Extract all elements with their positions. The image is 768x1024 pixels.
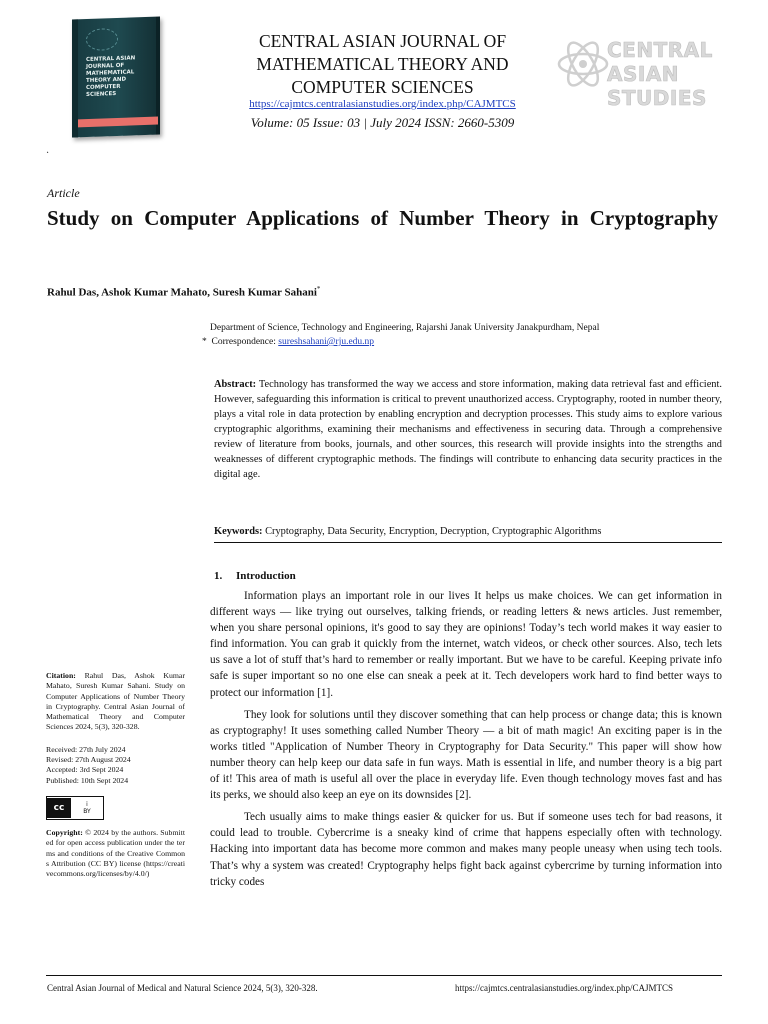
published-label: Published: bbox=[46, 775, 79, 785]
received-label: Received: bbox=[46, 744, 78, 754]
atom-icon bbox=[555, 32, 611, 96]
accepted-value: 3rd Sept 2024 bbox=[79, 765, 124, 775]
correspondence-email-link[interactable]: sureshsahani@rju.edu.np bbox=[278, 337, 375, 347]
section-heading-introduction bbox=[214, 570, 296, 582]
dates-block bbox=[46, 745, 185, 786]
keywords bbox=[214, 524, 722, 543]
logo-line: STUDIES bbox=[607, 86, 707, 110]
affiliation-block bbox=[202, 321, 730, 349]
journal-title-line: CENTRAL ASIAN JOURNAL OF bbox=[258, 31, 507, 51]
keywords-label: Keywords: bbox=[214, 526, 263, 537]
logo-line: CENTRAL ASIAN bbox=[607, 38, 713, 86]
introduction-body bbox=[210, 588, 722, 896]
correspondence-label: * Correspondence: bbox=[202, 337, 279, 347]
abstract-label: Abstract: bbox=[214, 379, 257, 390]
author-mark: * bbox=[316, 285, 321, 293]
journal-title bbox=[210, 30, 555, 99]
accepted-label: Accepted: bbox=[46, 765, 78, 775]
published-date bbox=[46, 776, 185, 786]
volume-issue-line: Volume: 05 Issue: 03 | July 2024 ISSN: 2660-5309 bbox=[250, 115, 515, 130]
section-number: 1. bbox=[214, 570, 223, 582]
citation-label: Citation: bbox=[46, 671, 76, 680]
cc-icon: cc bbox=[47, 798, 71, 818]
correspondence bbox=[202, 335, 730, 349]
citation-text: Rahul Das, Ashok Kumar Mahato, Suresh Kumar Sahani. Study on Computer Applications of Number Theory in Cryptography. Central Asian Journal of Mathematical Theory and Computer Sciences 2024, 5(3), 320-328. bbox=[46, 671, 185, 732]
revised-value: 27th August 2024 bbox=[75, 755, 131, 765]
logo-text bbox=[607, 38, 747, 110]
paragraph: Tech usually aims to make things easier & quicker for us. But if someone uses tech for bad reasons, it could lead to trouble. Cybercrime is a sneaky kind of crime that happens especially often with technology. Hacking into important data has become more common and makes many people uneasy when using tech tools. That’s why a system was created! Cryptography helps fight back against cybercrime by turning information into tricky codes bbox=[210, 811, 722, 888]
cover-title: CENTRAL ASIAN JOURNAL OF MATHEMATICAL THEORY AND COMPUTER SCIENCES bbox=[86, 55, 136, 99]
affiliation: Department of Science, Technology and Engineering, Rajarshi Janak University Janakpurdham, Nepal bbox=[210, 323, 600, 333]
paragraph: Information plays an important role in our lives It helps us make choices. We can get information in different ways — like trying out ourselves, talking friends, or reading letters & news articles. Just remember, when you share personal opinions, it's good to say they are opinions! Today’s tech world makes it way easier to find information. You can grab it quickly from the internet, watch videos, or check other sources. Also, tech lets us save a lot of stuff that’s hard to remember or really important. But we have to be careful. Keeping private info safe is super important so no one else can sneak a peek at it. Tech developers work hard to find better ways to protect our information [1]. bbox=[210, 590, 722, 699]
author-list bbox=[47, 285, 320, 299]
revised-date bbox=[46, 755, 185, 765]
abstract-text: Technology has transformed the way we access and store information, making data retrieval fast and efficient. However, safeguarding this information is critical to prevent unauthorized access. Cryptography, rooted in number theory, plays a vital role in data protection by enabling encryption and decryption processes. This study aims to explore various cryptographic algorithms, examining their mechanisms and effectiveness in securing data. Through a comprehensive review of literature from books, journals, and other sources, this research will provide insights into the strengths and weaknesses of different cryptographic methods. The findings will contribute to enhancing data security practices in the digital age. bbox=[214, 379, 722, 480]
received-value: 27th July 2024 bbox=[79, 744, 126, 754]
cover-strip bbox=[78, 117, 158, 128]
received-date bbox=[46, 745, 185, 755]
paragraph: They look for solutions until they discover something that can help process or change data; this is known as cryptography! It uses something called Number Theory — a bit of math magic! An exciting paper is in the works titled "Application of Number Theory in Cryptography for Data Security." This paper will show how number theory can help keep our data safe in fun ways. Math is essential in life, and number theory is a big part of it! This area of math is useful all over the place in everyday life. Even though technology moves fast and has its perks, we should also keep an eye on its downsides [2]. bbox=[210, 708, 722, 802]
copyright-text: © 2024 by the authors. Submitted for open access publication under the terms and conditions of the Creative Commons Attribution (CC BY) license (https://creativecommons.org/licenses/by/4.0/) bbox=[46, 827, 186, 879]
revised-label: Revised: bbox=[46, 755, 74, 765]
publisher-logo bbox=[555, 30, 747, 110]
section-title: Introduction bbox=[236, 570, 296, 582]
copyright-label: Copyright: bbox=[46, 827, 83, 837]
by-attribution-icon bbox=[71, 801, 103, 815]
footer-divider bbox=[46, 975, 722, 976]
stray-dot: · bbox=[46, 148, 50, 159]
authors-text: Rahul Das, Ashok Kumar Mahato, Suresh Kumar Sahani bbox=[47, 286, 317, 299]
footer-citation: Central Asian Journal of Medical and Natural Science 2024, 5(3), 320-328. bbox=[47, 983, 318, 993]
copyright-notice bbox=[46, 828, 185, 879]
abstract bbox=[214, 377, 722, 482]
cover-ornament bbox=[86, 28, 118, 51]
footer-url-link[interactable]: https://cajmtcs.centralasianstudies.org/index.php/CAJMTCS bbox=[455, 983, 674, 993]
paper-title: Study on Computer Applications of Number Theory in Cryptography bbox=[47, 206, 719, 230]
by-label: BY bbox=[83, 807, 91, 815]
article-type: Article bbox=[47, 186, 80, 200]
journal-title-line: MATHEMATICAL THEORY AND bbox=[256, 54, 509, 74]
article-info-sidebar bbox=[46, 671, 185, 879]
published-value: 10th Sept 2024 bbox=[80, 775, 129, 785]
journal-url-link[interactable]: https://cajmtcs.centralasianstudies.org/index.php/CAJMTCS bbox=[249, 98, 516, 110]
cc-by-license-badge[interactable] bbox=[46, 796, 104, 820]
attribution-glyph: i bbox=[86, 800, 88, 808]
journal-cover-image bbox=[72, 16, 160, 137]
citation bbox=[46, 671, 185, 733]
accepted-date bbox=[46, 765, 185, 775]
keywords-text: Cryptography, Data Security, Encryption, Decryption, Cryptographic Algorithms bbox=[265, 526, 602, 537]
journal-title-line: COMPUTER SCIENCES bbox=[291, 77, 474, 97]
